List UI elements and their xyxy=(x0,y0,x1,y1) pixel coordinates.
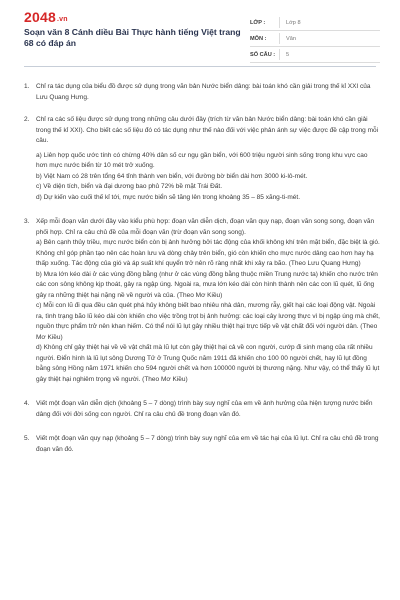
question-item: a) Bên cạnh thủy triều, mực nước biển còn bị ảnh hưởng bởi tác động của khối không khí trên mặt biển, đặc biệt là gió. Không chỉ góp phần tạo nên các hoàn lưu và dòng chảy trên biển, gió còn khiến cho mực nước dâng cao hơn hay hạ thấp xuống. Tác động của gió và áp suất khí quyển trở nên rõ ràng nhất khi xảy ra bão. (Theo Lưu Quang Hưng) xyxy=(36,239,380,267)
meta-table xyxy=(250,15,380,63)
meta-row-question-count xyxy=(250,47,380,63)
question-number: 3. xyxy=(24,218,30,225)
site-logo[interactable] xyxy=(24,9,68,25)
question-number: 5. xyxy=(24,435,30,442)
page-header xyxy=(0,0,400,68)
question-item: c) Về diện tích, biển và đại dương bao phủ 72% bề mặt Trái Đất. xyxy=(36,183,223,190)
question-body xyxy=(36,434,380,455)
question-item: a) Liên hợp quốc ước tính có chừng 40% dân số cư ngụ gần biển, với 600 triệu người sinh sống trong khu vực cao hơn mực nước biển từ 10 mét trở xuống. xyxy=(36,151,368,169)
question-list xyxy=(24,82,380,455)
logo-text: 2048 xyxy=(24,9,56,25)
meta-label: MÔN : xyxy=(250,35,267,42)
question-text: Chỉ ra tác dụng của biểu đồ được sử dụng trong văn bản Nước biển dâng: bài toán khó cần giải trong thế kỉ XXI của Lưu Quang Hưng. xyxy=(36,83,371,101)
question-4 xyxy=(24,399,380,420)
question-text: Chỉ ra các số liệu được sử dụng trong những câu dưới đây (trích từ văn bản Nước biển dâng: bài toán khó cần giải trong thế kỉ XXI). Cho biết các số liệu đó có tác dụng như thế nào đối với việc phản ánh sự việc được đề cập trong mỗi câu. xyxy=(36,116,379,144)
question-1 xyxy=(24,82,380,103)
question-body xyxy=(36,399,380,420)
meta-row-class xyxy=(250,15,380,31)
meta-value: 5 xyxy=(286,51,290,58)
question-item: b) Mưa lớn kéo dài ở các vùng đồng bằng (như ở các vùng đồng bằng thuộc miền Trung nước ta) khiến cho nước trên các con sông không kịp thoát, gây ra ngập úng. Ngoài ra, mưa lớn kéo dài còn hình thành nên các con lũ quét, lũ ống gây ra những thiệt hại nặng nề về người và của. (Theo Mơ Kiều) xyxy=(36,270,378,299)
logo-suffix: .vn xyxy=(56,16,68,23)
meta-row-subject xyxy=(250,31,380,47)
question-item: b) Việt Nam có 28 trên tổng 64 tỉnh thành ven biển, với đường bờ biển dài hơn 3000 ki-lô-mét. xyxy=(36,172,308,180)
question-2 xyxy=(24,115,380,203)
meta-value: Lớp 8 xyxy=(286,19,301,26)
question-item: d) Không chỉ gây thiệt hại về về vật chất mà lũ lụt còn gây thiệt hại cả về con người, cướp đi sinh mạng của rất nhiều người. Điển hình là lũ lụt sông Dương Tử ở Trung Quốc năm 1911 đã khiến cho 100 00 người chết, hay lũ lụt đồng bằng sông Hồng năm 1971 khiến cho 594 người chết và hơn 100000 người bị thương nặng. Như vậy, có thể thấy lũ lụt gây thiệt hại nghiêm trọng về người. (Theo Mơ Kiều) xyxy=(36,344,380,383)
question-item: d) Dự kiến vào cuối thế kỉ tới, mực nước biển sẽ tăng lên trong khoảng 35 – 85 xăng-ti-mét. xyxy=(36,193,301,201)
question-item: c) Mỗi con lũ đi qua đều cản quét phá hủy không biết bao nhiêu nhà dân, mương rẫy, giết hại các loại động vật. Ngoài ra, tình trạng bão lũ kéo dài còn khiến cho việc trồng trọt bị ảnh hưởng: các loại cây lương thực vì bị ngập úng mà chết, nguồn thực phẩm trở nên khan hiếm. Có thể nói lũ lụt gây nhiều thiệt hại trực tiếp về vật chất đối với người dân. (Theo Mơ Kiều) xyxy=(36,302,380,341)
question-5 xyxy=(24,434,380,455)
question-3 xyxy=(24,217,380,385)
question-number: 1. xyxy=(24,83,30,90)
meta-divider xyxy=(279,33,280,44)
meta-divider xyxy=(279,17,280,28)
meta-value: Văn xyxy=(286,35,296,42)
question-body xyxy=(36,82,380,103)
question-body xyxy=(36,115,380,203)
question-text: Viết một đoạn văn diễn dịch (khoảng 5 – 7 dòng) trình bày suy nghĩ của em về ảnh hưởng của hiện tượng nước biển dâng đối với đời sống con người. Chỉ ra câu chủ đề trong đoạn văn đó. xyxy=(36,400,373,418)
page-title: Soạn văn 8 Cánh diều Bài Thực hành tiếng Việt trang 68 có đáp án xyxy=(24,27,241,48)
question-body xyxy=(36,217,380,385)
header-divider xyxy=(24,66,376,67)
question-text: Viết một đoạn văn quy nạp (khoảng 5 – 7 dòng) trình bày suy nghĩ của em về tác hại của lũ lụt. Chỉ ra câu chủ đề trong đoạn văn đó. xyxy=(36,435,379,453)
meta-label: SỐ CÂU : xyxy=(250,51,276,58)
meta-divider xyxy=(279,49,280,60)
question-text: Xếp mỗi đoạn văn dưới đây vào kiểu phù hợp: đoạn văn diễn dịch, đoạn văn quy nạp, đoạn văn song song, đoạn văn phối hợp. Chỉ ra câu chủ đề của mỗi đoạn văn (trừ đoạn văn song song). xyxy=(36,218,375,236)
question-number: 4. xyxy=(24,400,30,407)
question-number: 2. xyxy=(24,116,30,123)
meta-label: LỚP : xyxy=(250,19,266,26)
